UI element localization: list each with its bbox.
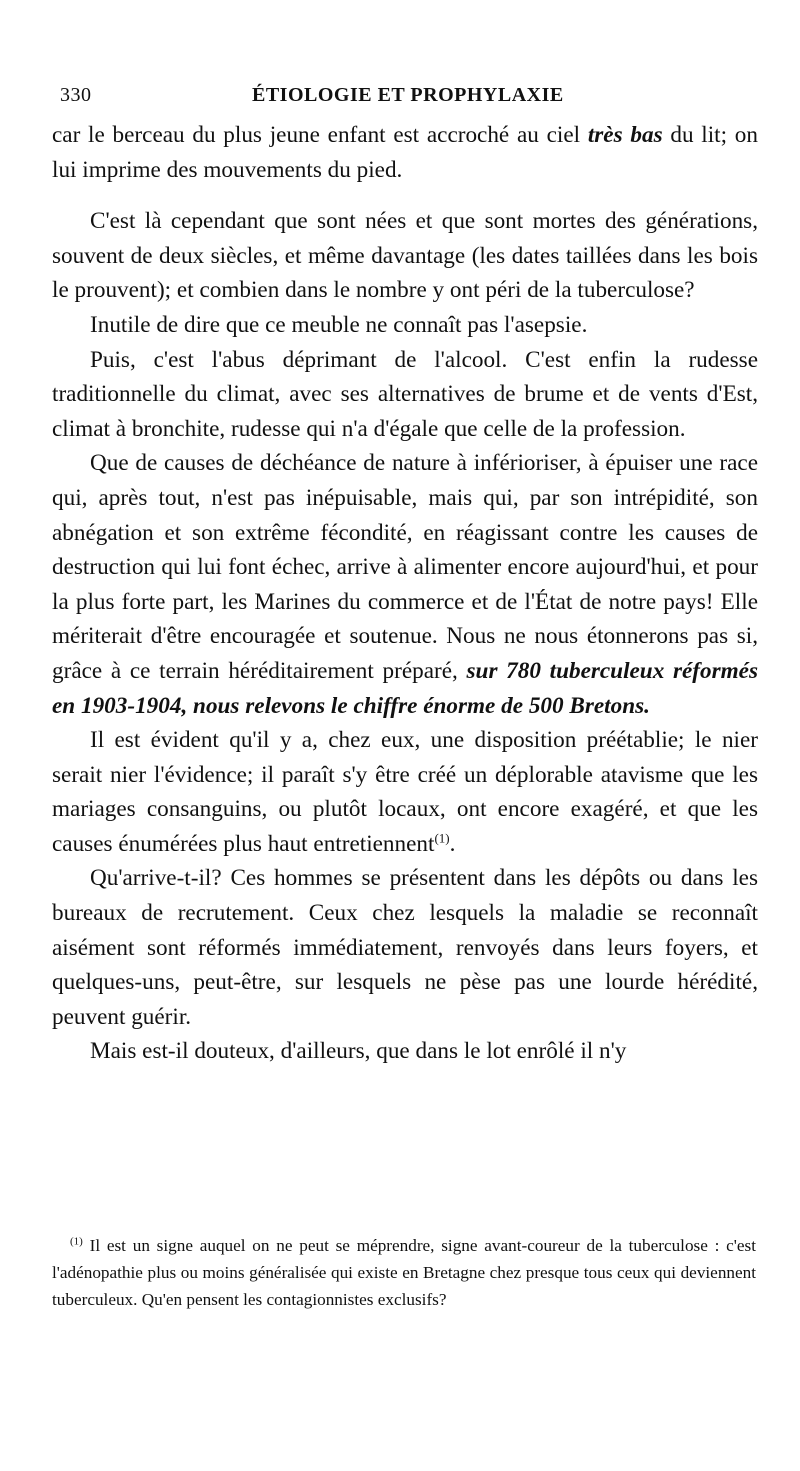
book-page	[52, 78, 758, 1069]
paragraph-1-text-end: du lit; on lui imprime des mouvements du pied.	[52, 122, 758, 183]
paragraph-5-italic: sur 780 tuberculeux réformés en 1903-1904, nous relevons le chiffre énorme de 500 Bretons.	[52, 657, 758, 719]
paragraph-1	[52, 118, 758, 187]
page-number: 330	[60, 84, 92, 106]
paragraph-5-text: Que de causes de déchéance de nature à inférioriser, à épuiser une race qui, après tout, n'est pas inépuisable, mais qui, par son intrépidité, son abnégation et son extrême fécondité, en réagissant contre les causes de destruction qui lui font échec, arrive à alimenter encore aujourd'hui, et pour la plus forte part, les Marines du commerce et de l'État de notre pays! Elle mériterait d'être encouragée et soutenue. Nous ne nous étonnerons pas si, grâce à ce terrain héréditairement préparé,	[52, 450, 758, 684]
paragraph-6-text: Il est évident qu'il y a, chez eux, une disposition préétablie; le nier serait nier l'évidence; il paraît s'y être créé un déplorable atavisme que les mariages consanguins, ou plutôt locaux, ont encore exagéré, et que les causes énumérées plus haut entretiennent	[52, 727, 758, 857]
paragraph-2: C'est là cependant que sont nées et que sont mortes des générations, souvent de deux siècles, et même davantage (les dates taillées dans les bois le prouvent); et combien dans le nombre y ont péri de la tuberculose?	[52, 208, 758, 304]
paragraph-4: Puis, c'est l'abus déprimant de l'alcool. C'est enfin la rudesse traditionnelle du climat, avec ses alternatives de brume et de vents d'Est, climat à bronchite, rudesse qui n'a d'égale que celle de la profession.	[52, 346, 758, 442]
paragraph-6	[52, 723, 758, 861]
running-title: ÉTIOLOGIE ET PROPHYLAXIE	[252, 84, 564, 106]
paragraph-1-text: car le berceau du plus jeune enfant est accroché au ciel	[52, 122, 588, 148]
footnote-text: Il est un signe auquel on ne peut se méprendre, signe avant-coureur de la tuberculose : c'est l'adénopathie plus ou moins généralisée qui existe en Bretagne chez presque tous ceux qui deviennent tuberculeux. Qu'en pensent les contagionnistes exclusifs?	[52, 1236, 756, 1309]
footnote-reference: (1)	[434, 830, 450, 846]
paragraph-7: Qu'arrive-t-il? Ces hommes se présentent dans les dépôts ou dans les bureaux de recrutement. Ceux chez lesquels la maladie se reconnaît aisément sont réformés immédiatement, renvoyés dans leurs foyers, et quelques-uns, peut-être, sur lesquels ne pèse pas une lourde hérédité, peuvent guérir.	[52, 865, 758, 1030]
paragraph-5	[52, 446, 758, 723]
paragraph-8: Mais est-il douteux, d'ailleurs, que dans le lot enrôlé il n'y	[90, 1038, 627, 1065]
paragraph-3: Inutile de dire que ce meuble ne connaît pas l'asepsie.	[90, 311, 588, 338]
page-header	[52, 78, 758, 118]
body-text	[52, 118, 758, 1069]
footnotes	[52, 1232, 756, 1313]
footnote-marker: (1)	[70, 1235, 83, 1248]
paragraph-1-italic: très bas	[587, 122, 663, 148]
footnote-1	[52, 1232, 756, 1313]
paragraph-6-end: .	[449, 830, 456, 857]
